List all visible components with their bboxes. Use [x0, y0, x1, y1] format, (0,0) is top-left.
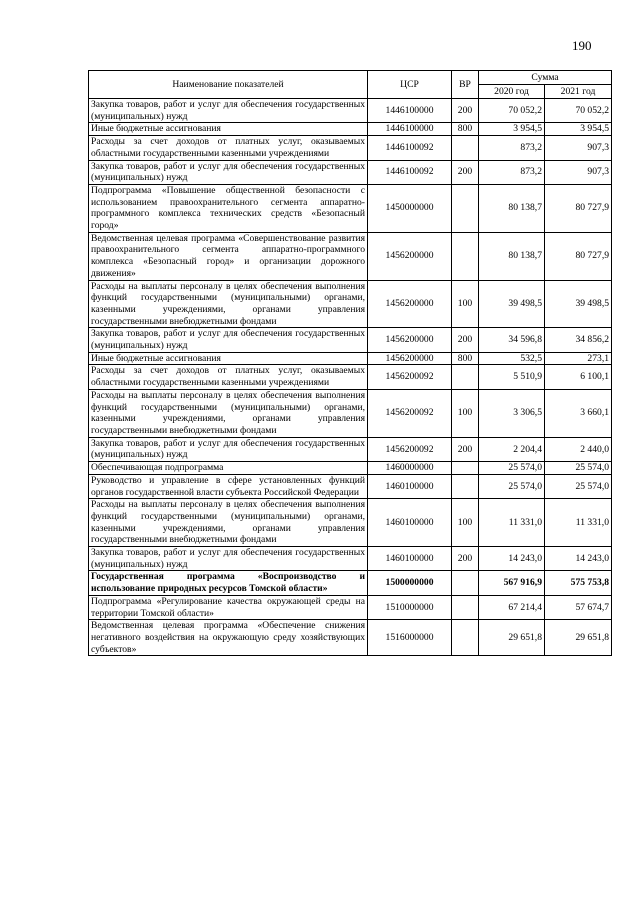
row-name: Закупка товаров, работ и услуг для обеспечения государственных (муниципальных) нужд [89, 437, 368, 461]
row-vr [452, 184, 479, 232]
row-sum-2020: 873,2 [479, 136, 545, 160]
table-row [89, 328, 612, 352]
row-vr [452, 571, 479, 595]
row-csr: 1456200092 [368, 365, 452, 389]
row-sum-2021: 25 574,0 [545, 474, 612, 498]
header-year-2021: 2021 год [545, 85, 612, 99]
row-sum-2020: 29 651,8 [479, 620, 545, 656]
header-year-2020: 2020 год [479, 85, 545, 99]
row-csr: 1516000000 [368, 620, 452, 656]
row-vr [452, 620, 479, 656]
row-name: Подпрограмма «Повышение общественной безопасности с использованием правоохранительного сегмента аппаратно-программного комплекса технических средств «Безопасный город» [89, 184, 368, 232]
row-vr [452, 462, 479, 475]
row-sum-2021: 25 574,0 [545, 462, 612, 475]
row-sum-2021: 2 440,0 [545, 437, 612, 461]
row-csr: 1460000000 [368, 462, 452, 475]
row-sum-2021: 80 727,9 [545, 184, 612, 232]
row-sum-2021: 907,3 [545, 160, 612, 184]
row-vr: 200 [452, 547, 479, 571]
row-csr: 1446100000 [368, 99, 452, 123]
row-vr [452, 136, 479, 160]
row-csr: 1456200000 [368, 352, 452, 365]
header-name: Наименование показателей [89, 71, 368, 99]
row-name: Расходы на выплаты персоналу в целях обеспечения выполнения функций государственными (муниципальными) органами, казенными учреждениями, органами управления государственными внебюджетными фондами [89, 389, 368, 437]
row-sum-2021: 6 100,1 [545, 365, 612, 389]
table-row [89, 499, 612, 547]
table-row [89, 123, 612, 136]
row-name: Иные бюджетные ассигнования [89, 352, 368, 365]
table-row [89, 389, 612, 437]
table-row [89, 595, 612, 619]
table-row [89, 352, 612, 365]
row-sum-2020: 5 510,9 [479, 365, 545, 389]
row-csr: 1456200000 [368, 328, 452, 352]
header-vr: ВР [452, 71, 479, 99]
row-sum-2020: 3 954,5 [479, 123, 545, 136]
row-sum-2021: 14 243,0 [545, 547, 612, 571]
row-csr: 1456200000 [368, 280, 452, 328]
row-sum-2021: 39 498,5 [545, 280, 612, 328]
row-name: Закупка товаров, работ и услуг для обеспечения государственных (муниципальных) нужд [89, 328, 368, 352]
row-sum-2021: 80 727,9 [545, 232, 612, 280]
row-sum-2020: 25 574,0 [479, 474, 545, 498]
row-sum-2020: 567 916,9 [479, 571, 545, 595]
row-sum-2020: 11 331,0 [479, 499, 545, 547]
row-vr: 100 [452, 499, 479, 547]
row-csr: 1460100000 [368, 499, 452, 547]
row-csr: 1460100000 [368, 547, 452, 571]
row-sum-2021: 11 331,0 [545, 499, 612, 547]
row-vr: 200 [452, 328, 479, 352]
table-row [89, 620, 612, 656]
row-name: Расходы на выплаты персоналу в целях обеспечения выполнения функций государственными (муниципальными) органами, казенными учреждениями, органами управления государственными внебюджетными фондами [89, 280, 368, 328]
row-sum-2020: 39 498,5 [479, 280, 545, 328]
row-name: Закупка товаров, работ и услуг для обеспечения государственных (муниципальных) нужд [89, 99, 368, 123]
row-vr [452, 365, 479, 389]
row-vr: 200 [452, 99, 479, 123]
row-vr [452, 474, 479, 498]
row-csr: 1460100000 [368, 474, 452, 498]
row-name: Расходы за счет доходов от платных услуг, оказываемых областными государственными казенными учреждениями [89, 136, 368, 160]
row-name: Закупка товаров, работ и услуг для обеспечения государственных (муниципальных) нужд [89, 547, 368, 571]
row-name: Руководство и управление в сфере установленных функций органов государственной власти субъекта Российской Федерации [89, 474, 368, 498]
row-vr: 100 [452, 389, 479, 437]
row-csr: 1510000000 [368, 595, 452, 619]
row-csr: 1446100092 [368, 160, 452, 184]
row-name: Иные бюджетные ассигнования [89, 123, 368, 136]
header-csr: ЦСР [368, 71, 452, 99]
row-csr: 1500000000 [368, 571, 452, 595]
row-sum-2020: 2 204,4 [479, 437, 545, 461]
table-row [89, 547, 612, 571]
table-row [89, 280, 612, 328]
row-csr: 1446100092 [368, 136, 452, 160]
table-row [89, 136, 612, 160]
table-row [89, 160, 612, 184]
row-sum-2020: 80 138,7 [479, 184, 545, 232]
row-sum-2021: 907,3 [545, 136, 612, 160]
row-name: Ведомственная целевая программа «Совершенствование развития правоохранительного сегмента аппаратно-программного комплекса «Безопасный город» и организации дорожного движения» [89, 232, 368, 280]
row-vr: 200 [452, 160, 479, 184]
table-row [89, 474, 612, 498]
row-name: Ведомственная целевая программа «Обеспечение снижения негативного воздействия на окружающую среду хозяйствующих субъектов» [89, 620, 368, 656]
row-sum-2021: 34 856,2 [545, 328, 612, 352]
row-vr: 800 [452, 352, 479, 365]
row-name: Подпрограмма «Регулирование качества окружающей среды на территории Томской области» [89, 595, 368, 619]
table-row [89, 232, 612, 280]
header-sum: Сумма [479, 71, 612, 85]
row-sum-2020: 80 138,7 [479, 232, 545, 280]
row-sum-2021: 273,1 [545, 352, 612, 365]
row-sum-2021: 70 052,2 [545, 99, 612, 123]
table-row [89, 365, 612, 389]
table-row [89, 437, 612, 461]
row-name: Обеспечивающая подпрограмма [89, 462, 368, 475]
row-sum-2020: 25 574,0 [479, 462, 545, 475]
row-sum-2020: 67 214,4 [479, 595, 545, 619]
row-sum-2020: 3 306,5 [479, 389, 545, 437]
row-csr: 1456200092 [368, 437, 452, 461]
row-name: Расходы на выплаты персоналу в целях обеспечения выполнения функций государственными (муниципальными) органами, казенными учреждениями, органами управления государственными внебюджетными фондами [89, 499, 368, 547]
row-sum-2020: 873,2 [479, 160, 545, 184]
row-sum-2020: 14 243,0 [479, 547, 545, 571]
row-vr [452, 595, 479, 619]
row-sum-2021: 575 753,8 [545, 571, 612, 595]
row-vr [452, 232, 479, 280]
row-csr: 1456200000 [368, 232, 452, 280]
row-name: Расходы за счет доходов от платных услуг, оказываемых областными государственными казенными учреждениями [89, 365, 368, 389]
row-name: Закупка товаров, работ и услуг для обеспечения государственных (муниципальных) нужд [89, 160, 368, 184]
row-sum-2021: 3 660,1 [545, 389, 612, 437]
table-row [89, 184, 612, 232]
row-csr: 1450000000 [368, 184, 452, 232]
row-sum-2020: 70 052,2 [479, 99, 545, 123]
budget-table [88, 70, 612, 656]
table-row [89, 462, 612, 475]
row-sum-2021: 57 674,7 [545, 595, 612, 619]
page-number: 190 [572, 38, 592, 53]
table-body [89, 99, 612, 656]
row-sum-2020: 532,5 [479, 352, 545, 365]
table-row [89, 99, 612, 123]
row-sum-2021: 3 954,5 [545, 123, 612, 136]
row-sum-2021: 29 651,8 [545, 620, 612, 656]
row-csr: 1456200092 [368, 389, 452, 437]
row-vr: 200 [452, 437, 479, 461]
table-header [89, 71, 612, 99]
row-csr: 1446100000 [368, 123, 452, 136]
row-sum-2020: 34 596,8 [479, 328, 545, 352]
row-vr: 800 [452, 123, 479, 136]
table-row [89, 571, 612, 595]
row-vr: 100 [452, 280, 479, 328]
row-name: Государственная программа «Воспроизводство и использование природных ресурсов Томской области» [89, 571, 368, 595]
